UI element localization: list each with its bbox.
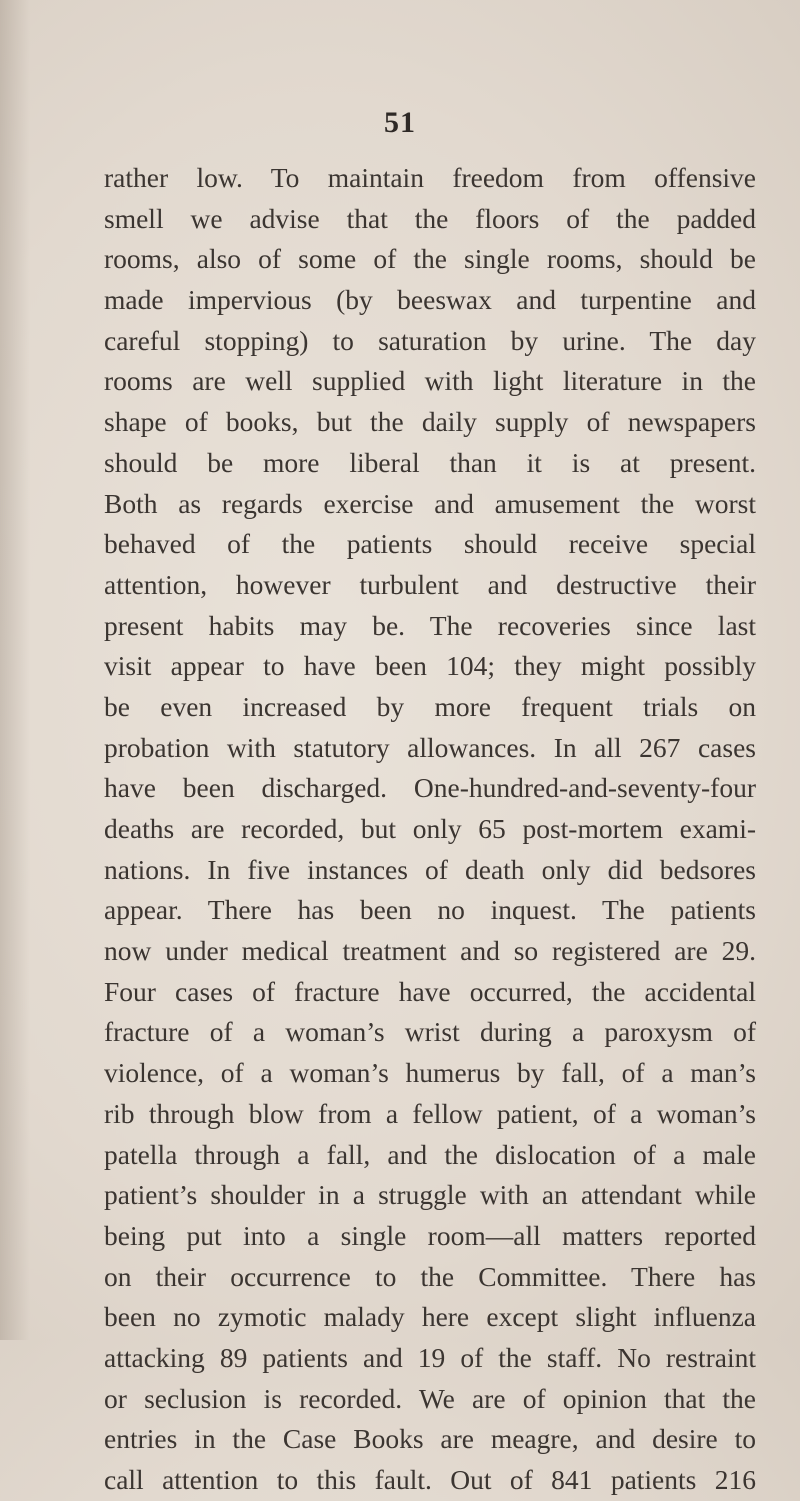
text-line: been no zymotic malady here except slight influenza (104, 1301, 756, 1333)
text-line: being put into a single room—all matters reported (104, 1219, 756, 1251)
text-line: rather low. To maintain freedom from offensive (104, 162, 756, 193)
text-line: fracture of a woman’s wrist during a paroxysm of (104, 1016, 756, 1048)
text-line: Four cases of fracture have occurred, the accidental (104, 975, 756, 1007)
text-line: visit appear to have been 104; they might possibly (104, 650, 756, 682)
text-line: rib through blow from a fellow patient, of a woman’s (104, 1097, 756, 1129)
text-line: should be more liberal than it is at present. (104, 446, 756, 478)
text-line: now under medical treatment and so registered are 29. (104, 935, 756, 967)
text-line: Both as regards exercise and amusement the worst (104, 487, 756, 519)
body-paragraph (104, 158, 756, 1501)
text-line: be even increased by more frequent trials on (104, 690, 756, 722)
text-line: nations. In five instances of death only did bedsores (104, 853, 756, 885)
text-line: attacking 89 patients and 19 of the staff. No restraint (104, 1341, 756, 1373)
text-line: behaved of the patients should receive special (104, 528, 756, 560)
text-line: appear. There has been no inquest. The patients (104, 894, 756, 926)
text-line: present habits may be. The recoveries since last (104, 609, 756, 641)
text-line: deaths are recorded, but only 65 post-mortem exami- (104, 813, 756, 844)
text-line: made impervious (by beeswax and turpentine and (104, 284, 756, 316)
text-line: careful stopping) to saturation by urine. The day (104, 324, 756, 356)
text-line: call attention to this fault. Out of 841 patients 216 (104, 1464, 756, 1495)
text-line: patella through a fall, and the dislocation of a male (104, 1138, 756, 1170)
page-edge-shadow (0, 0, 30, 1340)
text-line: probation with statutory allowances. In all 267 cases (104, 731, 756, 763)
text-line: violence, of a woman’s humerus by fall, of a man’s (104, 1057, 756, 1089)
text-line: on their occurrence to the Committee. There has (104, 1260, 756, 1292)
text-line: shape of books, but the daily supply of newspapers (104, 406, 756, 438)
text-line: rooms are well supplied with light literature in the (104, 365, 756, 397)
text-line: patient’s shoulder in a struggle with an attendant while (104, 1179, 756, 1211)
text-line: attention, however turbulent and destructive their (104, 568, 756, 600)
text-line: have been discharged. One-hundred-and-seventy-four (104, 772, 756, 804)
text-line: rooms, also of some of the single rooms, should be (104, 243, 756, 275)
text-line: or seclusion is recorded. We are of opinion that the (104, 1382, 756, 1414)
page-number: 51 (384, 106, 416, 139)
text-line: smell we advise that the floors of the padded (104, 202, 756, 234)
text-line: entries in the Case Books are meagre, and desire to (104, 1423, 756, 1455)
